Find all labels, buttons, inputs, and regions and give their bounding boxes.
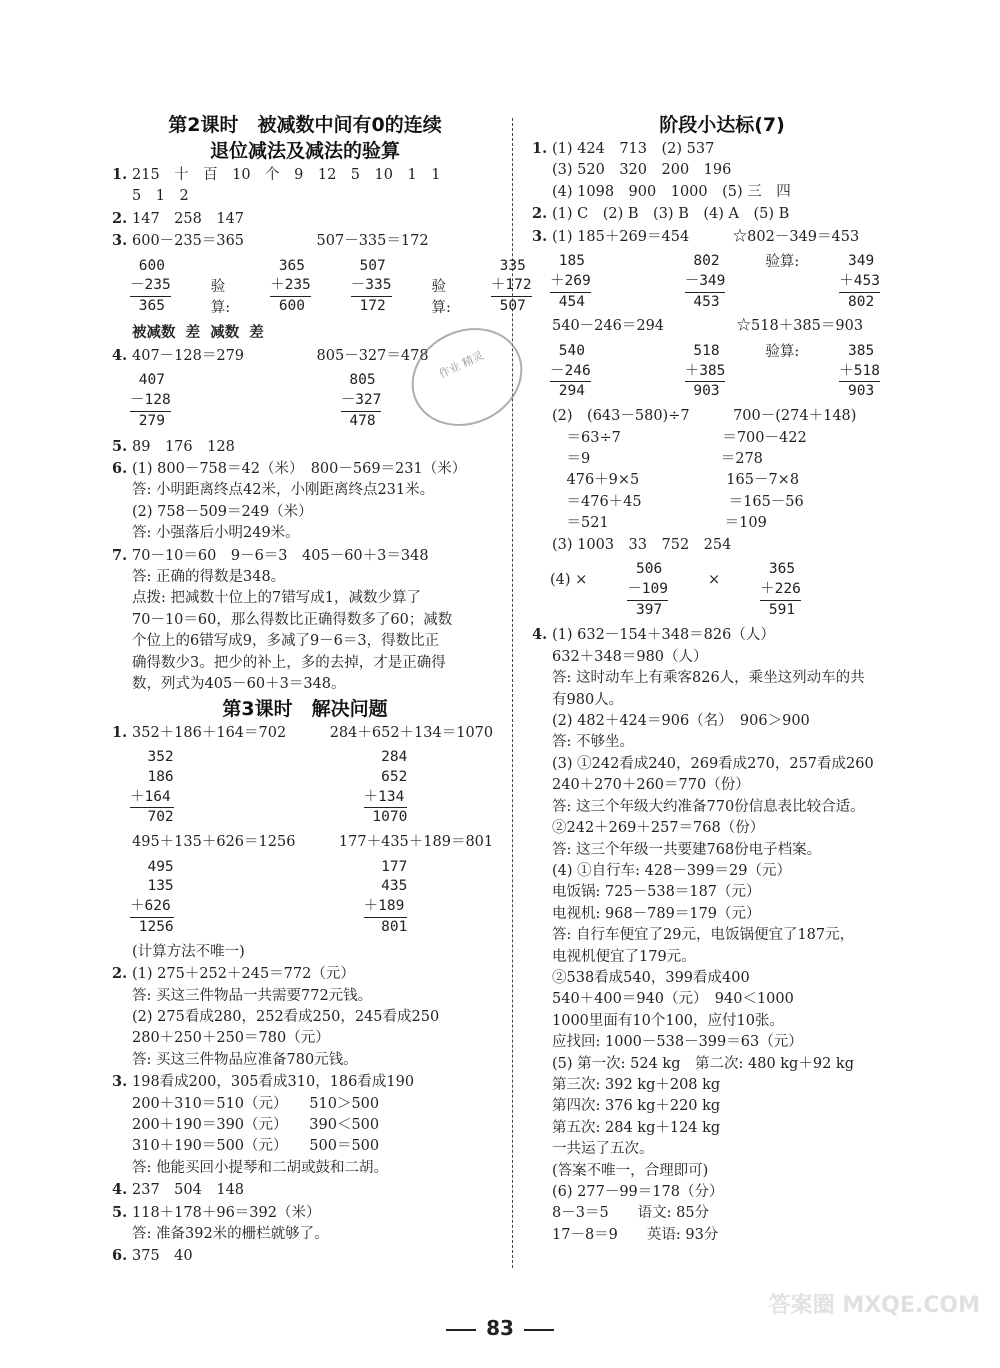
- line: (2) 275看成280，252看成250，245看成250: [132, 1008, 440, 1025]
- vertical-calc-row-4: [130, 858, 498, 938]
- line: 280＋250＋250＝780（元）: [132, 1030, 330, 1047]
- line: ＝63÷7 ＝700－422: [552, 429, 807, 446]
- vertical-calc: 6̇00 －235 365: [130, 257, 171, 315]
- stage-answer-2: 2. (1) C (2) B (3) B (4) A (5) B: [532, 205, 790, 223]
- lesson3-answer-6: 6. 375 40: [112, 1247, 193, 1265]
- reply: 答: 买这三件物品一共需要772元钱。: [132, 987, 373, 1004]
- vertical-calc: 352 186 ＋164 702: [130, 748, 174, 826]
- watermark-logo: 答案圈 MXQE.COM: [768, 1293, 980, 1318]
- line: (4) ×: [550, 572, 588, 589]
- line: 电饭锅: 725－538＝187（元）: [552, 884, 761, 901]
- left-column: [112, 112, 532, 1268]
- line: (3) 1003 33 752 254: [552, 536, 732, 553]
- verify-label: 验算:: [431, 278, 451, 317]
- line: ＝9 ＝278: [552, 451, 763, 468]
- lesson3-answer-5: 5. 118＋178＋96＝392（米）: [112, 1203, 321, 1221]
- vertical-calc: 5̇07 －335 172: [350, 257, 392, 315]
- page-number: 83: [0, 1316, 1000, 1340]
- line: 632＋348＝980（人）: [552, 648, 708, 665]
- reply: 有980人。: [552, 691, 624, 708]
- line: (4) ①自行车: 428－399＝29（元）: [552, 862, 791, 879]
- vertical-calc-row-r1: [550, 252, 912, 312]
- vertical-calc: 185 ＋269 454: [550, 253, 591, 310]
- line: 310＋190＝500（元） 500＝500: [132, 1138, 380, 1155]
- vertical-calc: 365 ＋226 591: [760, 561, 801, 618]
- line: 电视机: 968－789＝179（元）: [552, 905, 761, 922]
- vertical-calc: 4̇07 －128 279: [130, 372, 171, 429]
- verify-label: 验算:: [765, 343, 800, 360]
- verify-label: 验算:: [765, 254, 800, 271]
- answer-3: 3. 600－235＝365 507－335＝172: [112, 232, 429, 250]
- lesson-3-title: 第3课时 解决问题: [222, 697, 388, 720]
- reply: 答: 他能买回小提琴和二胡或鼓和二胡。: [132, 1159, 388, 1176]
- line: ×: [708, 572, 721, 589]
- vertical-calc: 5̇40 －246 294: [550, 342, 591, 400]
- answer-6-part2: (2) 758－509＝249（米）: [132, 503, 313, 520]
- answer-6-reply2: 答: 小强落后小明249米。: [132, 525, 300, 542]
- vertical-calc: 284 652 ＋134 1070: [363, 748, 408, 826]
- reply: 答: 自行车便宜了29元，电饭锅便宜了187元，: [552, 927, 855, 944]
- line: 200＋310＝510（元） 510＞500: [132, 1095, 380, 1112]
- answer-1: 1. 215 十 百 10 个 9 12 5 10 1 1: [112, 166, 441, 183]
- reply: 答: 准备392米的栅栏就够了。: [132, 1225, 329, 1242]
- answer-5: 5. 89 176 128: [112, 437, 235, 455]
- line: (2) 482＋424＝906（名） 906＞900: [552, 713, 810, 730]
- line: (4) 1098 900 1000 (5) 三 四: [552, 183, 791, 200]
- line: (5) 第一次: 524 kg 第二次: 480 kg＋92 kg: [552, 1055, 854, 1072]
- vertical-calc: 5̇06 －109 397: [627, 561, 669, 618]
- line: 8－3＝5 语文: 85分: [552, 1205, 710, 1222]
- vertical-calc: 8̇02 －349 453: [684, 253, 726, 310]
- lesson-2-title-line1: 第2课时 被减数中间有0的连续: [168, 114, 442, 136]
- reply: 答: 买这三件物品应准备780元钱。: [132, 1051, 358, 1068]
- vertical-calc: 385 ＋518 903: [839, 342, 880, 400]
- reply: 答: 这时动车上有乘客826人，乘坐这列动车的共: [552, 670, 865, 687]
- line: (3) ①242看成240，269看成270，257看成260: [552, 755, 874, 772]
- vertical-calc: 495 135 ＋626 1256: [130, 858, 174, 935]
- lesson3-answer-4: 4. 237 504 148: [112, 1181, 245, 1199]
- line: (6) 277－99＝178（分）: [552, 1184, 724, 1201]
- line: 476＋9×5 165－7×8: [552, 472, 800, 489]
- line: ＝521 ＝109: [552, 515, 767, 532]
- vertical-calc: 177 435 ＋189 801: [363, 858, 408, 935]
- line: 240＋270＋260＝770（份）: [552, 777, 750, 794]
- stage-answer-3: 3. (1) 185＋269＝454 ☆802－349＝453: [532, 227, 860, 245]
- line: 应找回: 1000－538－399＝63（元）: [552, 1034, 803, 1051]
- answer-6: 6. (1) 800－758＝42（米） 800－569＝231（米）: [112, 460, 467, 478]
- vertical-calc: 8̇05 －327 478: [340, 372, 382, 429]
- answer-6-reply: 答: 小明距离终点42米，小刚距离终点231米。: [132, 482, 435, 499]
- hint-line: 数，列式为405－60＋3＝348。: [132, 676, 346, 693]
- answer-7-reply: 答: 正确的得数是348。: [132, 569, 286, 586]
- line: 第五次: 284 kg＋124 kg: [552, 1119, 721, 1136]
- line: ＝476＋45 ＝165－56: [552, 493, 804, 510]
- homework-stamp: 作业 精灵: [395, 310, 538, 443]
- line: 540－246＝294 ☆518＋385＝903: [552, 318, 864, 335]
- line: 电视机便宜了179元。: [552, 948, 696, 965]
- verify-label: 验算:: [210, 278, 231, 317]
- reply: 答: 这三个年级大约准备770份信息表比较合适。: [552, 798, 865, 815]
- lesson3-answer-3: 3. 198看成200，305看成310，186看成190: [112, 1073, 415, 1091]
- line: (3) 520 320 200 196: [552, 162, 732, 179]
- answer-7: 7. 70－10＝60 9－6＝3 405－60＋3＝348: [112, 546, 429, 564]
- vertical-calc: 365 ＋235 600: [270, 257, 311, 315]
- answer-1-cont: 5 1 2: [132, 188, 189, 205]
- stage-answer-1: 1. (1) 424 713 (2) 537: [532, 140, 715, 157]
- reply: 答: 这三个年级一共要建768份电子档案。: [552, 841, 822, 858]
- line: ②242＋269＋257＝768（份）: [552, 820, 765, 837]
- hint-line: 确得数少3。把少的补上，多的去掉，才是正确得: [132, 654, 446, 671]
- answer-2: 2. 147 258 147: [112, 209, 245, 227]
- stage-test-title: 阶段小达标(7): [659, 114, 785, 136]
- note: (计算方法不唯一): [132, 943, 245, 960]
- answer-3-labels: 被减数 差 减数 差: [132, 325, 264, 342]
- line: 200＋190＝390（元） 390＜500: [132, 1116, 380, 1133]
- vertical-calc-row-1: [130, 257, 532, 320]
- vertical-calc-row-r2: [550, 342, 912, 402]
- line: 1000里面有10个100，应付10张。: [552, 1012, 784, 1029]
- vertical-calc: 518 ＋385 903: [684, 342, 726, 400]
- line: 第三次: 392 kg＋208 kg: [552, 1076, 721, 1093]
- hint-line: 点拨: 把减数十位上的7错写成1，减数少算了: [132, 590, 421, 607]
- vertical-calc-row-r3: [550, 560, 912, 620]
- note: (答案不唯一，合理即可): [552, 1162, 709, 1179]
- line: 17－8＝9 英语: 93分: [552, 1226, 719, 1243]
- lesson-2-title-line2: 退位减法及减法的验算: [209, 140, 400, 162]
- lesson3-answer-2: 2. (1) 275＋252＋245＝772（元）: [112, 965, 355, 983]
- vertical-calc: 335 ＋172 507: [490, 257, 532, 315]
- answer-4: 4. 407－128＝279 805－327＝478: [112, 346, 429, 364]
- vertical-calc: 349 ＋453 802: [839, 253, 880, 310]
- line: ②538看成540，399看成400: [552, 969, 750, 986]
- right-column: [532, 112, 912, 1246]
- line: 540＋400＝940（元） 940＜1000: [552, 991, 794, 1008]
- lesson3-answer-1b: 495＋135＋626＝1256 177＋435＋189＝801: [132, 834, 494, 851]
- reply: 答: 不够坐。: [552, 734, 634, 751]
- lesson3-answer-1: 1. 352＋186＋164＝702 284＋652＋134＝1070: [112, 723, 494, 741]
- line: 一共运了五次。: [552, 1141, 654, 1158]
- hint-line: 70－10＝60，那么得数比正确得数多了60；减数: [132, 611, 453, 628]
- hint-line: 个位上的6错写成9，多减了9－6＝3，得数比正: [132, 633, 440, 650]
- line: (2) (643－580)÷7 700－(274＋148): [552, 408, 857, 425]
- stage-answer-4: 4. (1) 632－154＋348＝826（人）: [532, 626, 775, 644]
- vertical-calc-row-3: [130, 748, 498, 828]
- line: 第四次: 376 kg＋220 kg: [552, 1098, 721, 1115]
